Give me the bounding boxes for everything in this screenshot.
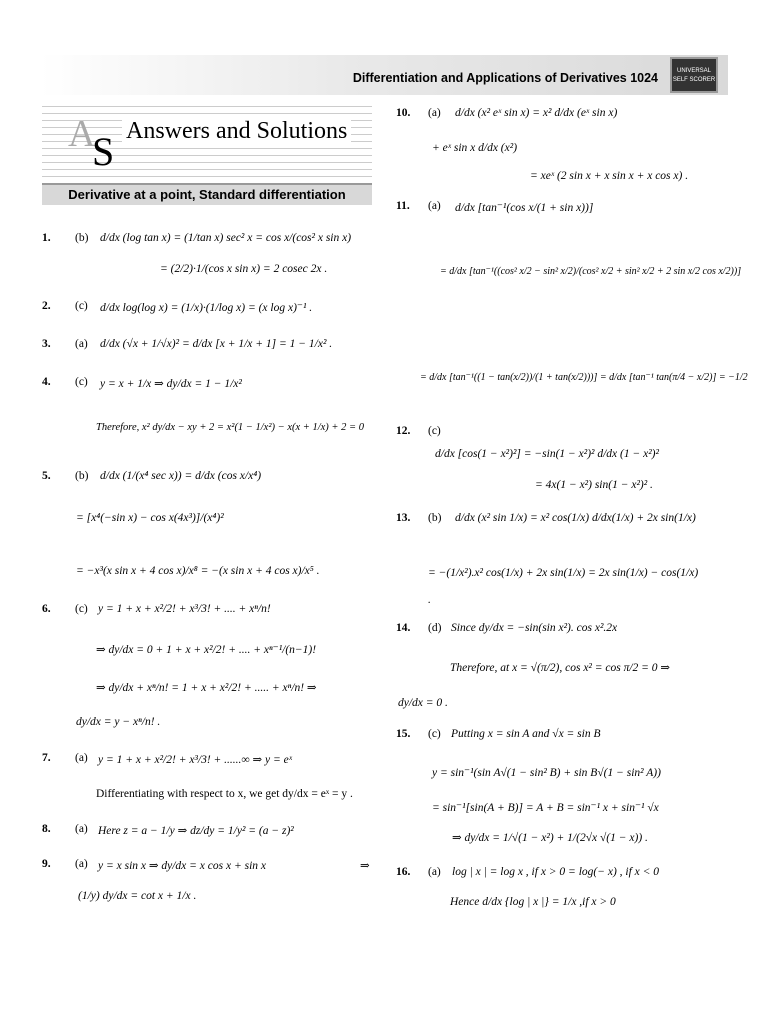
answer-line: ⇒ dy/dx = 1/√(1 − x²) + 1/(2√x √(1 − x)) .: [452, 832, 648, 844]
answer-number: 3.: [42, 338, 51, 350]
answer-number: 2.: [42, 300, 51, 312]
answer-option: (a): [75, 752, 88, 764]
publisher-logo: UNIVERSAL SELF SCORER: [670, 57, 718, 93]
answer-line: .: [428, 594, 431, 606]
answer-number: 6.: [42, 603, 51, 615]
answer-line: = −x³(x sin x + 4 cos x)/x⁸ = −(x sin x + 4 cos x)/x⁵ .: [76, 565, 320, 577]
answer-option: (a): [75, 338, 88, 350]
answer-line: dy/dx = y − xⁿ/n! .: [76, 716, 161, 728]
answer-option: (b): [75, 470, 89, 482]
answer-number: 12.: [396, 425, 411, 437]
answer-line: Putting x = sin A and √x = sin B: [451, 728, 601, 740]
answer-line: d/dx (√x + 1/√x)² = d/dx [x + 1/x + 1] = 1 − 1/x² .: [100, 338, 333, 350]
answer-line: ⇒ dy/dx = 0 + 1 + x + x²/2! + .... + xⁿ⁻¹/(n−1)!: [96, 644, 317, 656]
answer-option: (c): [428, 425, 441, 437]
answer-line: y = x + 1/x ⇒ dy/dx = 1 − 1/x²: [100, 378, 242, 390]
answer-line: = (2/2)·1/(cos x sin x) = 2 cosec 2x .: [160, 263, 328, 275]
answer-option: (d): [428, 622, 442, 634]
answers-banner: [42, 100, 372, 178]
answer-option: (c): [75, 603, 88, 615]
answer-line: + eˣ sin x d/dx (x²): [432, 142, 518, 154]
answer-line: log | x | = log x , if x > 0 = log(− x) , if x < 0: [452, 866, 660, 878]
answer-option: (c): [75, 376, 88, 388]
answer-line: Therefore, at x = √(π/2), cos x² = cos π/2 = 0 ⇒: [450, 662, 671, 674]
answer-number: 15.: [396, 728, 411, 740]
answer-line: Therefore, x² dy/dx − xy + 2 = x²(1 − 1/x²) − x(x + 1/x) + 2 = 0: [96, 422, 364, 433]
answer-line: = xeˣ (2 sin x + x sin x + x cos x) .: [530, 170, 689, 182]
answer-line: Differentiating with respect to x, we get dy/dx = eˣ = y .: [96, 788, 353, 800]
answer-line: y = x sin x ⇒ dy/dx = x cos x + sin x: [98, 860, 266, 872]
answer-line: Here z = a − 1/y ⇒ dz/dy = 1/y² = (a − z)²: [98, 825, 294, 837]
answer-line: = d/dx [tan⁻¹((cos² x/2 − sin² x/2)/(cos² x/2 + sin² x/2 + 2 sin x/2 cos x/2))]: [440, 266, 742, 277]
answer-option: (a): [428, 107, 441, 119]
answer-option: (a): [75, 858, 88, 870]
answer-number: 13.: [396, 512, 411, 524]
answer-option: (a): [75, 823, 88, 835]
answer-line: Hence d/dx {log | x |} = 1/x ,if x > 0: [450, 896, 616, 908]
page-header: [40, 55, 728, 95]
answer-line: d/dx (x² eˣ sin x) = x² d/dx (eˣ sin x): [455, 107, 618, 119]
answer-number: 7.: [42, 752, 51, 764]
answer-option: (c): [428, 728, 441, 740]
banner-letter-a: A: [68, 113, 96, 155]
answer-number: 9.: [42, 858, 51, 870]
answer-line: ⇒: [360, 860, 370, 872]
answer-line: Since dy/dx = −sin(sin x²). cos x².2x: [451, 622, 618, 634]
answer-number: 14.: [396, 622, 411, 634]
answer-option: (b): [75, 232, 89, 244]
answer-line: d/dx (x² sin 1/x) = x² cos(1/x) d/dx(1/x) + 2x sin(1/x): [455, 512, 696, 524]
answer-line: d/dx log(log x) = (1/x)·(1/log x) = (x log x)⁻¹ .: [100, 302, 313, 314]
answer-line: = [x⁴(−sin x) − cos x(4x³)]/(x⁴)²: [76, 512, 224, 524]
answer-line: ⇒ dy/dx + xⁿ/n! = 1 + x + x²/2! + ..... + xⁿ/n! ⇒: [96, 682, 317, 694]
answer-option: (a): [428, 866, 441, 878]
answer-number: 4.: [42, 376, 51, 388]
answer-line: d/dx (log tan x) = (1/tan x) sec² x = cos x/(cos² x sin x): [100, 232, 352, 244]
answer-option: (c): [75, 300, 88, 312]
answer-number: 16.: [396, 866, 411, 878]
answer-line: dy/dx = 0 .: [398, 697, 448, 709]
answer-number: 10.: [396, 107, 411, 119]
answer-line: (1/y) dy/dx = cot x + 1/x .: [78, 890, 197, 902]
banner-letter-s: S: [92, 129, 115, 174]
answer-line: d/dx [tan⁻¹(cos x/(1 + sin x))]: [455, 202, 594, 214]
answer-option: (b): [428, 512, 442, 524]
answer-line: d/dx [cos(1 − x²)²] = −sin(1 − x²)² d/dx (1 − x²)²: [435, 448, 659, 460]
answer-line: d/dx (1/(x⁴ sec x)) = d/dx (cos x/x⁴): [100, 470, 262, 482]
answer-line: = sin⁻¹[sin(A + B)] = A + B = sin⁻¹ x + sin⁻¹ √x: [432, 802, 659, 814]
answer-number: 1.: [42, 232, 51, 244]
header-title: Differentiation and Applications of Derivatives 1024: [352, 71, 658, 85]
answer-line: y = sin⁻¹(sin A√(1 − sin² B) + sin B√(1 − sin² A)): [432, 767, 661, 779]
answer-number: 5.: [42, 470, 51, 482]
answer-line: y = 1 + x + x²/2! + x³/3! + .... + xⁿ/n!: [98, 603, 271, 615]
answer-option: (a): [428, 200, 441, 212]
answer-line: y = 1 + x + x²/2! + x³/3! + ......∞ ⇒ y = eˣ: [98, 754, 292, 766]
answer-number: 8.: [42, 823, 51, 835]
answer-line: = 4x(1 − x²) sin(1 − x²)² .: [535, 479, 653, 491]
banner-title: Answers and Solutions: [122, 118, 351, 145]
answer-line: = −(1/x²).x² cos(1/x) + 2x sin(1/x) = 2x sin(1/x) − cos(1/x): [428, 567, 699, 579]
answer-line: = d/dx [tan⁻¹((1 − tan(x/2))/(1 + tan(x/2)))] = d/dx [tan⁻¹ tan(π/4 − x/2)] = −1/2: [420, 372, 748, 383]
section-title: Derivative at a point, Standard differentiation: [42, 183, 372, 205]
answer-number: 11.: [396, 200, 410, 212]
